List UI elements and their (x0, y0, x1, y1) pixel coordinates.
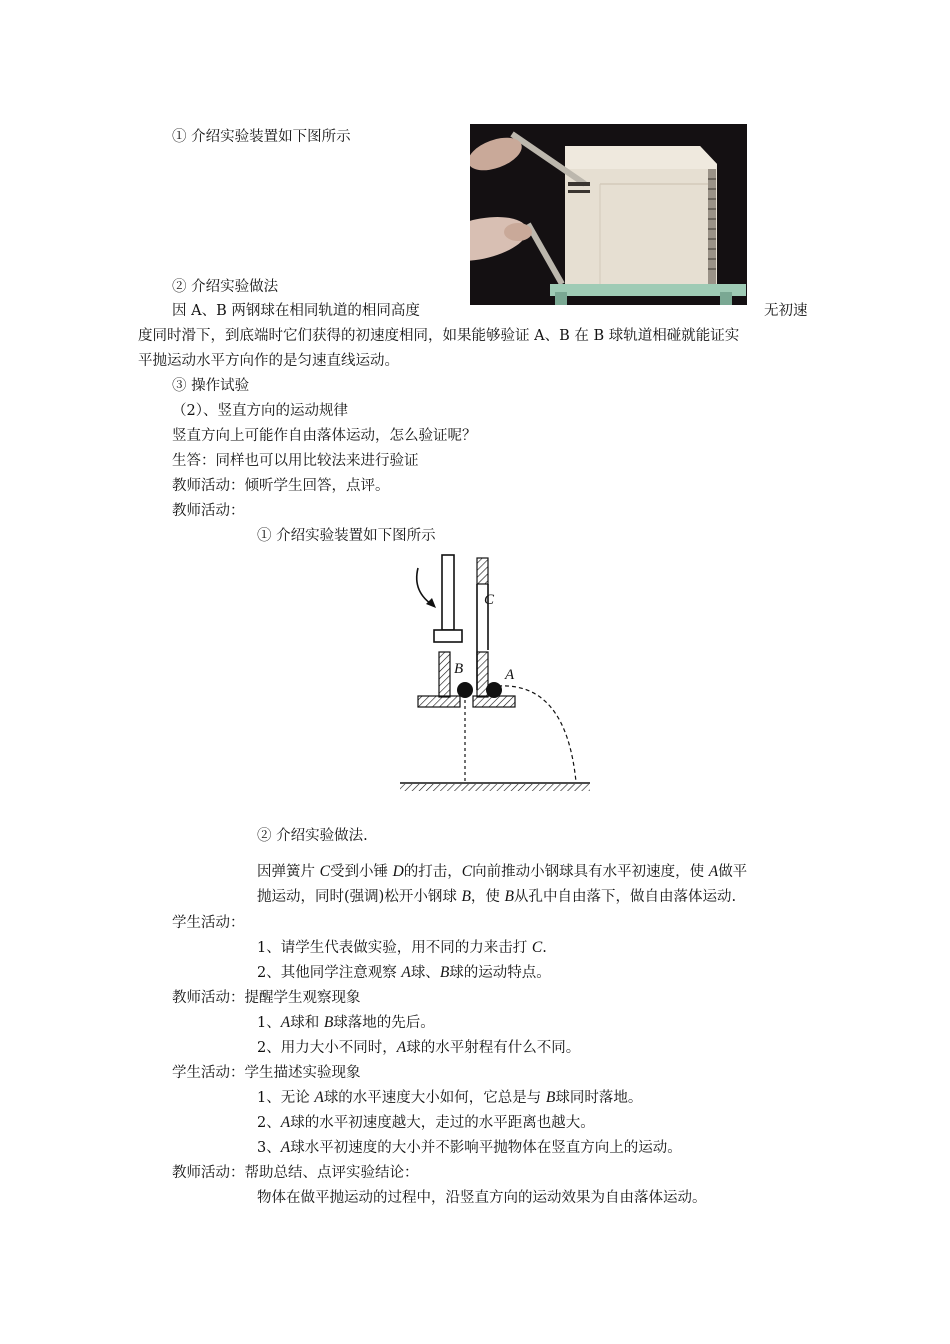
teacher-activity-3-item2 (257, 1038, 580, 1058)
text: 球、 (410, 965, 440, 981)
teacher-activity-1: 教师活动：倾听学生回答，点评。 (172, 478, 390, 494)
var-b: B (545, 1089, 556, 1106)
operate-step: ③ 操作试验 (172, 378, 250, 394)
label-b: B (454, 661, 464, 677)
teacher-activity-3-label: 教师活动：提醒学生观察现象 (172, 990, 361, 1006)
label-c: C (484, 592, 495, 608)
hammer-head (434, 630, 462, 642)
var-a: A (708, 863, 719, 880)
var-d: D (392, 863, 404, 880)
ball-b (457, 682, 473, 698)
var-a: A (280, 1114, 291, 1131)
question: 竖直方向上可能作自由落体运动，怎么验证呢？ (172, 428, 477, 444)
label-a: A (505, 667, 515, 683)
holder-left (439, 652, 450, 697)
text: 1、无论 (257, 1090, 315, 1106)
method-para-line2 (257, 887, 736, 907)
text: 因弹簧片 (257, 864, 320, 880)
text: 球的运动特点。 (449, 965, 551, 981)
para-line2: 度同时滑下，到底端时它们获得的初速度相同，如果能够验证 A、B 在 B 球轨道相碰就能证实 (138, 328, 740, 344)
teacher-activity-3-item1 (257, 1013, 435, 1033)
text: 2、其他同学注意观察 (257, 965, 402, 981)
text: 球的水平射程有什么不同。 (406, 1040, 581, 1056)
base-left (418, 696, 460, 707)
text: 球的水平初速度越大，走过的水平距离也越大。 (290, 1115, 595, 1131)
student-activity-2-item1 (257, 1088, 642, 1108)
para-line1-b: 无初速 (764, 303, 808, 319)
text: ，使 (470, 889, 505, 905)
text: 从孔中自由落下，做自由落体运动. (513, 889, 737, 905)
text: 2、用力大小不同时， (257, 1040, 397, 1056)
text: 球落地的先后。 (333, 1015, 435, 1031)
var-b: B (461, 888, 471, 905)
vertical-title: （2）、竖直方向的运动规律 (172, 403, 348, 419)
intro-device-1: ① 介绍实验装置如下图所示 (172, 129, 351, 145)
var-c: C (319, 863, 330, 880)
student-activity-1-label: 学生活动： (172, 915, 245, 931)
teacher-activity-4-label: 教师活动：帮助总结、点评实验结论： (172, 1165, 419, 1181)
student-activity-2-item3 (257, 1138, 682, 1158)
para-line1-a: 因 A、B 两钢球在相同轨道的相同高度 (172, 303, 420, 319)
teacher-activity-2: 教师活动： (172, 503, 245, 519)
text: 1、 (257, 1015, 281, 1031)
student-answer: 生答：同样也可以用比较法来进行验证 (172, 453, 419, 469)
hammer-arm (442, 555, 454, 630)
apparatus-photo (470, 124, 747, 305)
ball-a (486, 682, 502, 698)
var-a: A (280, 1139, 291, 1156)
text: 做平 (718, 864, 748, 880)
student-activity-1-item1 (257, 938, 547, 958)
var-a: A (280, 1014, 291, 1031)
method-para-line1 (257, 862, 747, 882)
text: 3、 (257, 1140, 281, 1156)
student-activity-2-item2 (257, 1113, 595, 1133)
intro-method-1: ② 介绍实验做法 (172, 279, 279, 295)
intro-device-2: ① 介绍实验装置如下图所示 (257, 528, 436, 544)
var-c: C (531, 939, 543, 956)
var-a: A (401, 964, 411, 981)
text: 2、 (257, 1115, 281, 1131)
var-a: A (314, 1089, 324, 1106)
text: 球水平初速度的大小并不影响平抛物体在竖直方向上的运动。 (290, 1140, 682, 1156)
text: 抛运动，同时(强调)松开小钢球 (257, 889, 462, 905)
student-activity-1-item2 (257, 963, 551, 983)
text: 向前推动小钢球具有水平初速度，使 (472, 864, 709, 880)
var-c: C (461, 863, 473, 880)
var-b: B (323, 1014, 334, 1031)
var-a: A (396, 1039, 407, 1056)
spring-c-top (477, 558, 488, 584)
text: 的打击， (403, 864, 462, 880)
text: 球和 (290, 1015, 324, 1031)
conclusion: 物体在做平抛运动的过程中，沿竖直方向的运动效果为自由落体运动。 (257, 1190, 707, 1206)
text: 1、请学生代表做实验，用不同的力来击打 (257, 940, 532, 956)
apparatus-diagram (398, 550, 598, 800)
var-b: B (439, 964, 450, 981)
var-b: B (504, 888, 514, 905)
text: 受到小锤 (329, 864, 393, 880)
text: . (542, 940, 547, 956)
student-activity-2-label: 学生活动：学生描述实验现象 (172, 1065, 361, 1081)
intro-method-2: ② 介绍实验做法. (257, 828, 368, 844)
text: 球同时落地。 (555, 1090, 643, 1106)
text: 球的水平速度大小如何，它总是与 (323, 1090, 546, 1106)
para-line3: 平抛运动水平方向作的是匀速直线运动。 (138, 353, 399, 369)
